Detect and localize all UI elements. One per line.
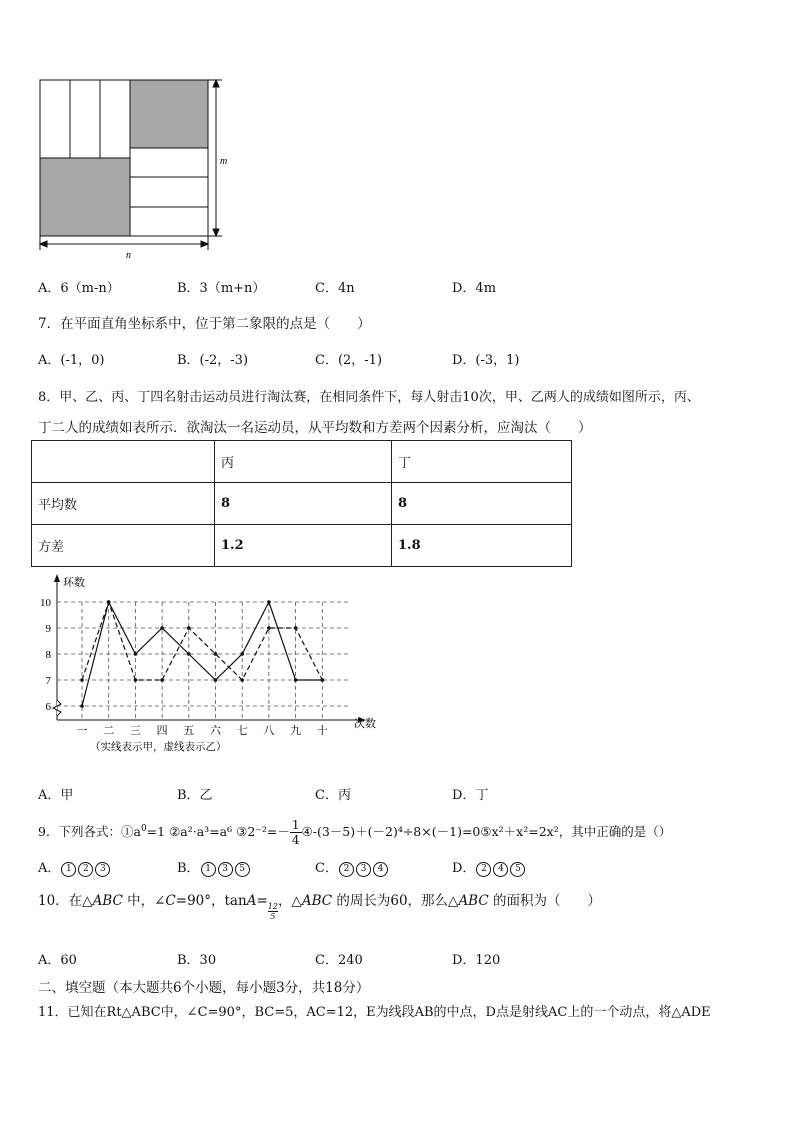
q10-text-7: 的面积为（ ）	[488, 893, 601, 909]
axis-break	[53, 700, 61, 716]
data-point	[267, 626, 271, 630]
q8-option-c[interactable]: C．丙	[315, 788, 351, 803]
circled-number: 2	[78, 862, 93, 877]
table-cell	[32, 441, 215, 483]
circled-number: 2	[476, 862, 491, 877]
q9-expr-1-rest: =1	[146, 824, 170, 839]
x-tick-label: 五	[183, 724, 195, 737]
q9-circle-5: ⑤	[480, 824, 492, 839]
table-cell: 1.8	[392, 525, 572, 567]
label-m: m	[220, 156, 228, 167]
q9-circle-1: ①	[120, 824, 134, 839]
x-tick-label: 四	[156, 724, 168, 737]
chart-caption: （实线表示甲，虚线表示乙）	[90, 741, 227, 753]
series-line-jia	[82, 602, 322, 706]
table-row	[32, 483, 572, 525]
table-row	[32, 525, 572, 567]
x-tick-label: 七	[236, 724, 248, 737]
data-point	[240, 652, 244, 656]
q8-score-table	[31, 440, 572, 567]
q10-text-4: =	[256, 893, 268, 909]
q9-expr-2: a²·a³=a⁶	[180, 824, 237, 839]
x-tick-label: 六	[210, 724, 221, 737]
q10-text-6: 的周长为60，那么△	[332, 893, 459, 909]
circled-number: 5	[235, 862, 250, 877]
data-point	[80, 678, 84, 682]
data-point	[214, 678, 218, 682]
circled-number: 4	[493, 862, 508, 877]
q10-fraction	[268, 902, 278, 921]
table-cell: 1.2	[215, 525, 392, 567]
data-point	[160, 626, 164, 630]
x-tick-label: 二	[103, 724, 115, 737]
q7-option-b[interactable]: B．(-2，-3)	[177, 353, 249, 368]
circled-number: 3	[218, 862, 233, 877]
q9-option-letter: A．	[38, 861, 61, 876]
q10-angle-a: A	[246, 893, 257, 909]
x-tick-label: 一	[76, 724, 88, 737]
q9-option-c[interactable]	[315, 857, 389, 877]
q8-option-a[interactable]: A．甲	[38, 788, 74, 803]
x-tick-label: 八	[263, 724, 275, 737]
table-cell: 丁	[392, 441, 572, 483]
q9-expr-5: x²＋x²=2x²，其中正确的是（）	[491, 824, 672, 839]
data-point	[80, 704, 84, 708]
table-row	[32, 441, 572, 483]
q10-text-3: =90°，tan	[175, 893, 247, 909]
data-point	[187, 626, 191, 630]
data-point	[160, 678, 164, 682]
circled-number: 3	[356, 862, 371, 877]
table-cell: 8	[392, 483, 572, 525]
x-axis-label: 次数	[354, 717, 376, 730]
q10-fraction-numerator: 12	[267, 902, 278, 911]
series-line-yi	[82, 602, 322, 680]
q6-option-c[interactable]: C．4n	[315, 281, 355, 296]
q8-stem-line2: 丁二人的成绩如表所示．欲淘汰一名运动员，从平均数和方差两个因素分析，应淘汰（ ）	[38, 420, 592, 436]
y-axis-arrow	[54, 574, 60, 582]
q10-text-2: 中，∠	[122, 893, 166, 909]
q9-option-a[interactable]	[38, 857, 111, 877]
circled-number: 1	[201, 862, 216, 877]
q10-triangle-name-2: ABC	[301, 893, 333, 909]
q8-score-line-chart	[30, 572, 390, 772]
data-point	[294, 626, 298, 630]
q6-option-a[interactable]: A．6（m-n）	[38, 281, 120, 296]
q9-expr-1-exponent: 0	[140, 823, 147, 834]
q7-option-c[interactable]: C．(2，-1)	[315, 353, 383, 368]
q9-expr-4: -(3－5)＋(－2)⁴÷8×(－1)=0	[312, 824, 481, 839]
q7-stem: 7．在平面直角坐标系中，位于第二象限的点是（ ）	[38, 316, 371, 332]
q10-text-1: 10．在△	[38, 893, 93, 909]
table-cell: 丙	[215, 441, 392, 483]
y-tick-label: 6	[45, 701, 51, 713]
q10-fraction-denominator: 5	[270, 912, 276, 921]
y-tick-label: 7	[45, 675, 51, 687]
q9-option-d[interactable]	[452, 857, 526, 877]
q9-circle-3: ③	[236, 824, 248, 839]
q8-option-d[interactable]: D．丁	[452, 788, 489, 803]
q9-circle-2: ②	[169, 824, 181, 839]
q10-triangle-name: ABC	[92, 893, 123, 909]
circled-number: 4	[373, 862, 388, 877]
circled-number: 2	[339, 862, 354, 877]
data-point	[107, 600, 111, 604]
y-tick-label: 9	[45, 623, 51, 635]
circled-number: 1	[61, 862, 76, 877]
q10-option-c[interactable]: C．240	[315, 953, 363, 968]
q9-stem	[38, 818, 671, 847]
q8-stem-line1: 8．甲、乙、丙、丁四名射击运动员进行淘汰赛，在相同条件下，每人射击10次，甲、乙两人的成绩如图所示，丙、	[38, 390, 700, 405]
q10-option-d[interactable]: D．120	[452, 953, 501, 968]
table-cell: 平均数	[32, 483, 215, 525]
data-point	[321, 678, 325, 682]
y-tick-label: 8	[45, 649, 51, 661]
q7-option-d[interactable]: D．(-3，1)	[452, 353, 520, 368]
q10-text-5: ，△	[277, 893, 302, 909]
x-tick-label: 十	[316, 724, 328, 737]
q6-rectangle-figure	[30, 72, 240, 262]
q9-option-letter: B．	[177, 861, 200, 876]
q9-expr-1: a	[133, 824, 141, 839]
q9-expr-3: 2⁻²=－	[247, 824, 290, 839]
y-axis-label: 环数	[63, 576, 85, 589]
q10-option-b[interactable]: B．30	[177, 953, 217, 968]
q9-fraction	[290, 818, 302, 847]
circled-number: 3	[95, 862, 110, 877]
q11-stem: 11．已知在Rt△ABC中，∠C=90°，BC=5，AC=12，E为线段AB的中点，D点是射线AC上的一个动点，将△ADE	[38, 1005, 711, 1020]
data-point	[214, 652, 218, 656]
data-point	[187, 652, 191, 656]
label-n: n	[126, 250, 131, 261]
q9-option-letter: C．	[315, 861, 338, 876]
q9-prefix: 9．下列各式：	[38, 824, 121, 839]
x-tick-label: 三	[129, 724, 141, 737]
q8-option-b[interactable]: B．乙	[177, 788, 213, 803]
q6-option-b[interactable]: B．3（m+n）	[177, 281, 266, 296]
section-2-heading: 二、填空题（本大题共6个小题，每小题3分，共18分）	[38, 980, 370, 996]
q9-fraction-denominator: 4	[291, 833, 300, 847]
table-cell: 方差	[32, 525, 215, 567]
table-cell: 8	[215, 483, 392, 525]
data-point	[134, 652, 138, 656]
shaded-square-bottom-left	[40, 158, 130, 236]
q9-circle-4: ④	[301, 824, 313, 839]
q9-option-letter: D．	[452, 861, 476, 876]
data-point	[134, 678, 138, 682]
data-point	[267, 600, 271, 604]
q9-fraction-numerator: 1	[291, 818, 300, 832]
q6-option-d[interactable]: D．4m	[452, 281, 497, 296]
circled-number: 5	[510, 862, 525, 877]
shaded-square-top-right	[130, 80, 208, 148]
x-tick-label: 九	[290, 724, 302, 737]
q10-option-a[interactable]: A．60	[38, 953, 77, 968]
y-tick-label: 10	[40, 597, 51, 609]
q10-triangle-name-3: ABC	[458, 893, 489, 909]
data-point	[240, 678, 244, 682]
q10-angle-c: C	[165, 893, 176, 909]
data-point	[294, 678, 298, 682]
q7-option-a[interactable]: A．(-1，0)	[38, 353, 105, 368]
q10-stem	[38, 889, 601, 921]
q9-option-b[interactable]	[177, 857, 251, 877]
